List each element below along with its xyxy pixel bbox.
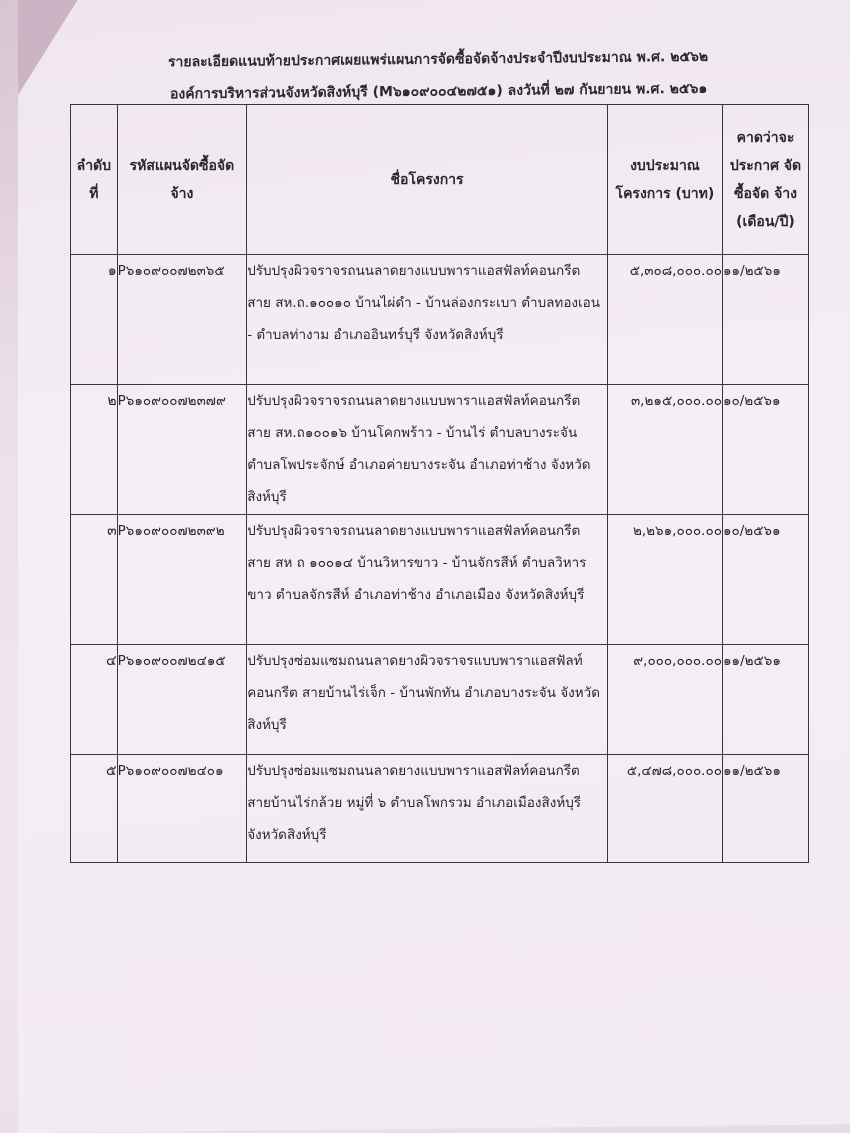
row-no: ๓ <box>71 515 118 645</box>
row-month: ๑๑/๒๕๖๑ <box>722 645 808 755</box>
row-project-name: ปรับปรุงซ่อมแซมถนนลาดยางแบบพาราแอสฟัลท์คอนกรีต สายบ้านไร่กล้วย หมู่ที่ ๖ ตำบลโพกรวม อำเภอเมืองสิงห์บุรี จังหวัดสิงห์บุรี <box>247 755 608 863</box>
table-row <box>71 385 809 515</box>
document-header <box>168 40 808 111</box>
row-budget: ๓,๒๑๕,๐๐๐.๐๐ <box>607 385 722 515</box>
table-row <box>71 645 809 755</box>
row-budget: ๒,๒๖๑,๐๐๐.๐๐ <box>607 515 722 645</box>
column-header-name: ชื่อโครงการ <box>247 105 608 255</box>
table-row <box>71 755 809 863</box>
column-header-budget: งบประมาณ โครงการ (บาท) <box>607 105 722 255</box>
row-code: P๖๑๐๙๐๐๗๒๓๙๒ <box>117 515 247 645</box>
folded-corner <box>18 0 78 95</box>
column-header-code: รหัสแผนจัดซื้อจัด จ้าง <box>117 105 247 255</box>
row-code: P๖๑๐๙๐๐๗๒๓๗๙ <box>117 385 247 515</box>
table-row <box>71 255 809 385</box>
header-title: รายละเอียดแนบท้ายประกาศเผยแพร่แผนการจัดซื้อจัดจ้างประจำปีงบประมาณ พ.ศ. ๒๕๖๒ <box>168 48 709 71</box>
table-header-row <box>71 105 809 255</box>
row-month: ๑๐/๒๕๖๑ <box>722 515 808 645</box>
row-month: ๑๑/๒๕๖๑ <box>722 255 808 385</box>
procurement-plan-table <box>70 104 809 863</box>
row-code: P๖๑๐๙๐๐๗๒๔๐๑ <box>117 755 247 863</box>
table-row <box>71 515 809 645</box>
row-no: ๕ <box>71 755 118 863</box>
row-project-name: ปรับปรุงผิวจราจรถนนลาดยางแบบพาราแอสฟัลท์คอนกรีต สาย สห ถ ๑๐๐๑๔ บ้านวิหารขาว - บ้านจักรสีห์ ตำบลวิหารขาว ตำบลจักรสีห์ อำเภอท่าช้าง อำเภอเมือง จังหวัดสิงห์บุรี <box>247 515 608 645</box>
row-no: ๑ <box>71 255 118 385</box>
row-project-name: ปรับปรุงผิวจราจรถนนลาดยางแบบพาราแอสฟัลท์คอนกรีต สาย สห.ถ๑๐๐๑๖ บ้านโคกพร้าว - บ้านไร่ ตำบลบางระจัน ตำบลโพประจักษ์ อำเภอค่ายบางระจัน อำเภอท่าช้าง จังหวัดสิงห์บุรี <box>247 385 608 515</box>
row-code: P๖๑๐๙๐๐๗๒๓๖๕ <box>117 255 247 385</box>
row-no: ๒ <box>71 385 118 515</box>
row-code: P๖๑๐๙๐๐๗๒๔๑๕ <box>117 645 247 755</box>
row-budget: ๙,๐๐๐,๐๐๐.๐๐ <box>607 645 722 755</box>
row-month: ๑๑/๒๕๖๑ <box>722 755 808 863</box>
column-header-no: ลำดับ ที่ <box>71 105 118 255</box>
row-budget: ๕,๔๗๘,๐๐๐.๐๐ <box>607 755 722 863</box>
row-month: ๑๐/๒๕๖๑ <box>722 385 808 515</box>
row-no: ๔ <box>71 645 118 755</box>
header-subtitle: องค์การบริหารส่วนจังหวัดสิงห์บุรี (M๖๑๐๙๐๐๔๒๗๕๑) ลงวันที่ ๒๗ กันยายน พ.ศ. ๒๕๖๑ <box>170 80 708 103</box>
row-project-name: ปรับปรุงซ่อมแซมถนนลาดยางผิวจราจรแบบพาราแอสฟัลท์คอนกรีต สายบ้านไร่เจ็ก - บ้านพักทัน อำเภอบางระจัน จังหวัดสิงห์บุรี <box>247 645 608 755</box>
row-budget: ๕,๓๐๘,๐๐๐.๐๐ <box>607 255 722 385</box>
column-header-month: คาดว่าจะ ประกาศ จัดซื้อจัด จ้าง (เดือน/ปี) <box>722 105 808 255</box>
row-project-name: ปรับปรุงผิวจราจรถนนลาดยางแบบพาราแอสฟัลท์คอนกรีต สาย สห.ถ.๑๐๐๑๐ บ้านไผ่ดำ - บ้านล่องกระเบา ตำบลทองเอน - ตำบลท่างาม อำเภออินทร์บุรี จังหวัดสิงห์บุรี <box>247 255 608 385</box>
